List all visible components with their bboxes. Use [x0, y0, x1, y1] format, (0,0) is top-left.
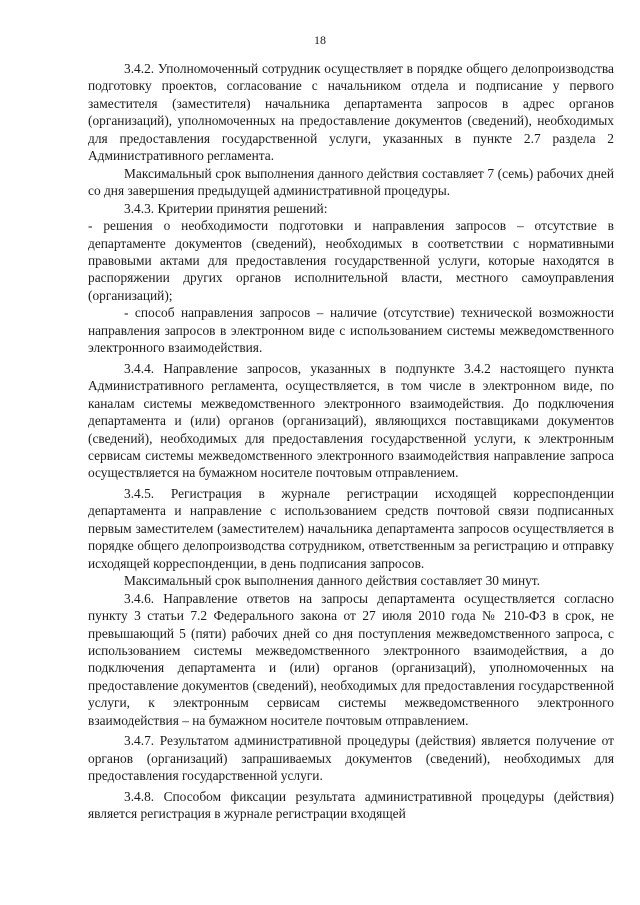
paragraph-criterion-2: - способ направления запросов – наличие (отсутствие) технической возможности направления запросов в электронном виде с использованием системы межведомственного электронного взаимодействия.: [88, 305, 614, 356]
page-number: 18: [314, 33, 326, 47]
paragraph-criterion-1: - решения о необходимости подготовки и направления запросов – отсутствие в департаменте документов (сведений), необходимых в соответствии с нормативными правовыми актами для предоставления государственной услуги, которые находятся в распоряжении других органов исполнительной власти, местного самоуправления (организаций);: [88, 218, 614, 303]
paragraph-3-4-8: 3.4.8. Способом фиксации результата административной процедуры (действия) является регистрация в журнале регистрации входящей: [88, 788, 614, 822]
document-body: [88, 60, 614, 822]
paragraph-3-4-3: 3.4.3. Критерии принятия решений:: [124, 200, 328, 216]
paragraph-3-4-6: 3.4.6. Направление ответов на запросы департамента осуществляется согласно пункту 3 статьи 7.2 Федерального закона от 27 июля 2010 года № 210-ФЗ в срок, не превышающий 5 (пяти) рабочих дней со дня поступления межведомственного запроса, с использованием системы межведомственного электронного взаимодействия, а до подключения департамента и (или) органов (организаций), уполномоченных на предоставление документов (сведений), необходимых для предоставления государственной услуги, к электронным сервисам системы межведомственного электронного взаимодействия – на бумажном носителе почтовым отправлением.: [88, 590, 614, 728]
paragraph-max-term-7-days: Максимальный срок выполнения данного действия составляет 7 (семь) рабочих дней со дня завершения предыдущей административной процедуры.: [88, 165, 614, 199]
paragraph-max-term-30-min: Максимальный срок выполнения данного действия составляет 30 минут.: [124, 573, 540, 589]
paragraph-3-4-7: 3.4.7. Результатом административной процедуры (действия) является получение от органов (организаций) запрашиваемых документов (сведений), необходимых для предоставления государственной услуги.: [88, 733, 614, 784]
paragraph-3-4-4: 3.4.4. Направление запросов, указанных в подпункте 3.4.2 настоящего пункта Административного регламента, осуществляется, в том числе в электронном виде, по каналам системы межведомственного электронного взаимодействия. До подключения департамента и (или) органов (организаций), являющихся поставщиками документов (сведений), необходимых для предоставления государственной услуги, к электронным сервисам системы межведомственного электронного взаимодействия направление запроса осуществляется на бумажном носителе почтовым отправлением.: [88, 360, 614, 481]
paragraph-3-4-2: 3.4.2. Уполномоченный сотрудник осуществляет в порядке общего делопроизводства подготовку проектов, согласование с начальником отдела и подписание у первого заместителя (заместителя) начальника департамента запросов в адрес органов (организаций), уполномоченных на предоставление документов (сведений), необходимых для предоставления государственной услуги, указанных в пункте 2.7 раздела 2 Административного регламента.: [88, 61, 614, 164]
paragraph-3-4-5: 3.4.5. Регистрация в журнале регистрации исходящей корреспонденции департамента и направление с использованием средств почтовой связи подписанных первым заместителем (заместителем) начальника департамента запросов осуществляется в порядке общего делопроизводства сотрудником, ответственным за регистрацию и отправку исходящей корреспонденции, в день подписания запросов.: [88, 485, 614, 571]
